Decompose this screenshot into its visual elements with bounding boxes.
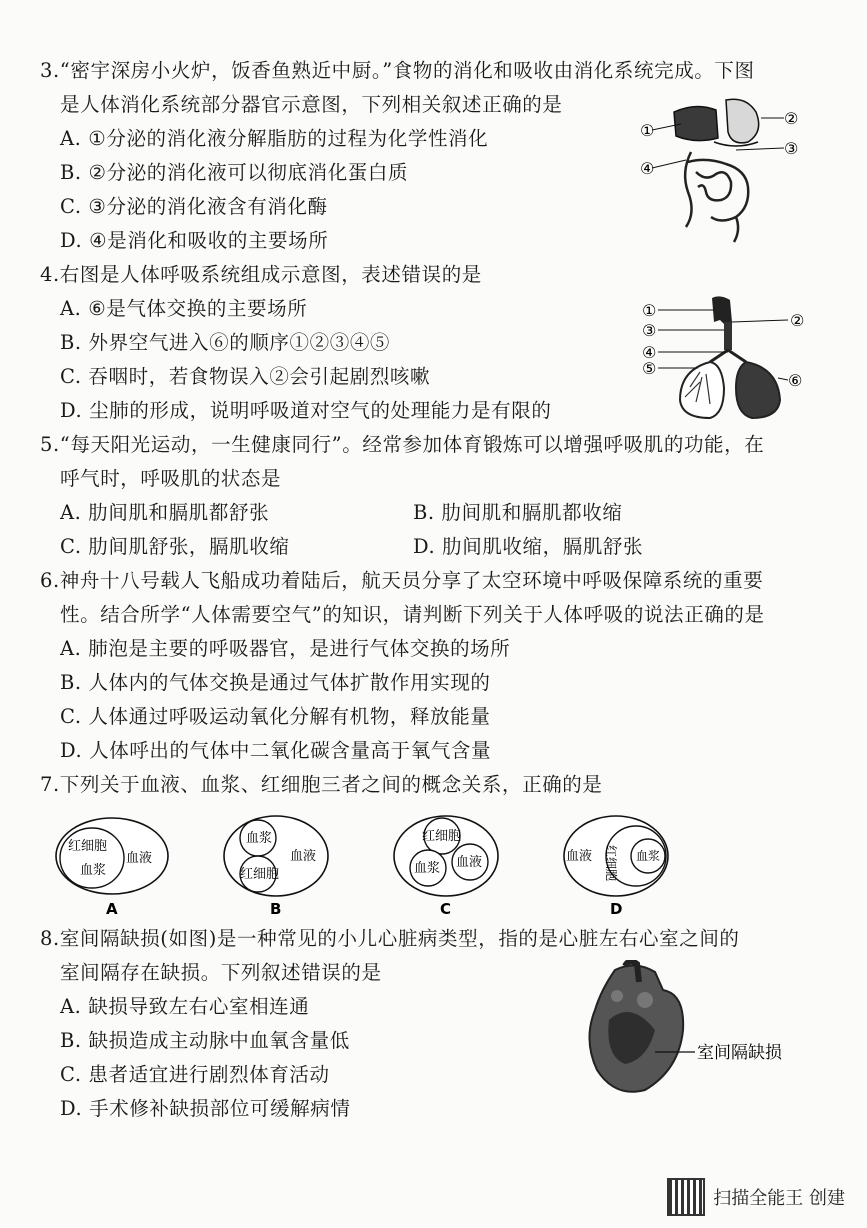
diagram-d: [564, 816, 668, 918]
q3-stem-line1: 3.“密宇深房小火炉，饭香鱼熟近中厨。”食物的消化和吸收由消化系统完成。下图: [40, 59, 755, 82]
diagram-b-text-3: 血液: [290, 849, 317, 864]
q5-stem-line1: 5.“每天阳光运动，一生健康同行”。经常参加体育锻炼可以增强呼吸肌的功能，在: [40, 433, 765, 456]
q6-stem-line1: 6.神舟十八号载人飞船成功着陆后，航天员分享了太空环境中呼吸保障系统的重要: [40, 569, 764, 592]
heart-figure: [575, 960, 825, 1100]
q3-option-d: D. ④是消化和吸收的主要场所: [60, 229, 329, 252]
q4-option-a: A. ⑥是气体交换的主要场所: [60, 297, 308, 320]
q3-label-3: ③: [784, 139, 799, 158]
q3-label-4: ④: [640, 159, 655, 178]
diagram-d-letter: D: [610, 900, 623, 918]
q4-stem: 4.右图是人体呼吸系统组成示意图，表述错误的是: [40, 263, 482, 286]
q5-option-d: D. 肋间肌收缩，膈肌舒张: [413, 535, 644, 558]
heart-defect-label: 室间隔缺损: [697, 1043, 782, 1063]
diagram-a: [56, 818, 168, 918]
diagram-b-text-2: 红细胞: [240, 867, 280, 882]
q4-label-4: ④: [642, 343, 657, 362]
q6-option-c: C. 人体通过呼吸运动氧化分解有机物，释放能量: [60, 705, 491, 728]
watermark-text: 扫描全能王 创建: [713, 1188, 845, 1209]
q8-option-b: B. 缺损造成主动脉中血氧含量低: [60, 1029, 350, 1052]
q3-label-1: ①: [640, 121, 655, 140]
q4-option-d: D. 尘肺的形成，说明呼吸道对空气的处理能力是有限的: [60, 399, 552, 422]
digestive-system-figure: [636, 92, 816, 247]
q6-option-b: B. 人体内的气体交换是通过气体扩散作用实现的: [60, 671, 491, 694]
q5-option-a: A. 肋间肌和膈肌都舒张: [60, 501, 270, 524]
q3-option-c: C. ③分泌的消化液含有消化酶: [60, 195, 328, 218]
q5-option-c: C. 肋间肌舒张，膈肌收缩: [60, 535, 290, 558]
diagram-a-letter: A: [106, 900, 118, 918]
diagram-d-text-2: 红细胞: [604, 845, 618, 882]
q3-label-2: ②: [784, 109, 799, 128]
diagram-c-letter: C: [440, 900, 452, 918]
q6-option-a: A. 肺泡是主要的呼吸器官，是进行气体交换的场所: [60, 637, 511, 660]
q5-option-b: B. 肋间肌和膈肌都收缩: [413, 501, 623, 524]
diagram-b-letter: B: [270, 900, 282, 918]
diagram-b: [224, 816, 328, 918]
q8-option-c: C. 患者适宜进行剧烈体育活动: [60, 1063, 330, 1086]
q4-option-b: B. 外界空气进入⑥的顺序①②③④⑤: [60, 331, 391, 354]
q4-label-3: ③: [642, 321, 657, 340]
diagram-c: [394, 816, 498, 918]
respiratory-system-figure: [640, 292, 810, 424]
q6-option-d: D. 人体呼出的气体中二氧化碳含量高于氧气含量: [60, 739, 492, 762]
q6-stem-line2: 性。结合所学“人体需要空气”的知识，请判断下列关于人体呼吸的说法正确的是: [60, 603, 765, 626]
q4-label-6: ⑥: [788, 371, 803, 390]
q8-stem-line1: 8.室间隔缺损(如图)是一种常见的小儿心脏病类型，指的是心脏左右心室之间的: [40, 927, 740, 950]
diagram-c-text-1: 红细胞: [422, 829, 462, 844]
qr-code-icon: [667, 1178, 705, 1216]
diagram-c-text-3: 血液: [456, 855, 483, 870]
concept-diagrams: [50, 812, 830, 922]
q7-stem: 7.下列关于血液、血浆、红细胞三者之间的概念关系，正确的是: [40, 773, 603, 796]
q5-stem-line2: 呼气时，呼吸肌的状态是: [60, 467, 282, 490]
diagram-b-text-1: 血浆: [246, 831, 273, 846]
q4-label-5: ⑤: [642, 359, 657, 378]
diagram-c-text-2: 血浆: [414, 861, 441, 876]
diagram-d-text-3: 血浆: [636, 849, 661, 863]
q8-option-d: D. 手术修补缺损部位可缓解病情: [60, 1097, 351, 1120]
q8-stem-line2: 室间隔存在缺损。下列叙述错误的是: [60, 961, 382, 984]
q3-option-a: A. ①分泌的消化液分解脂肪的过程为化学性消化: [60, 127, 489, 150]
diagram-d-text-1: 血液: [566, 849, 593, 864]
q4-option-c: C. 吞咽时，若食物误入②会引起剧烈咳嗽: [60, 365, 431, 388]
diagram-a-text-1: 红细胞: [68, 839, 108, 854]
diagram-a-text-3: 血液: [126, 851, 153, 866]
q4-label-2: ②: [790, 311, 805, 330]
q4-label-1: ①: [642, 301, 657, 320]
scanner-watermark: [667, 1178, 845, 1216]
q3-option-b: B. ②分泌的消化液可以彻底消化蛋白质: [60, 161, 409, 184]
diagram-a-text-2: 血浆: [80, 863, 107, 878]
q3-stem-line2: 是人体消化系统部分器官示意图，下列相关叙述正确的是: [60, 93, 563, 116]
q8-option-a: A. 缺损导致左右心室相连通: [60, 995, 310, 1018]
